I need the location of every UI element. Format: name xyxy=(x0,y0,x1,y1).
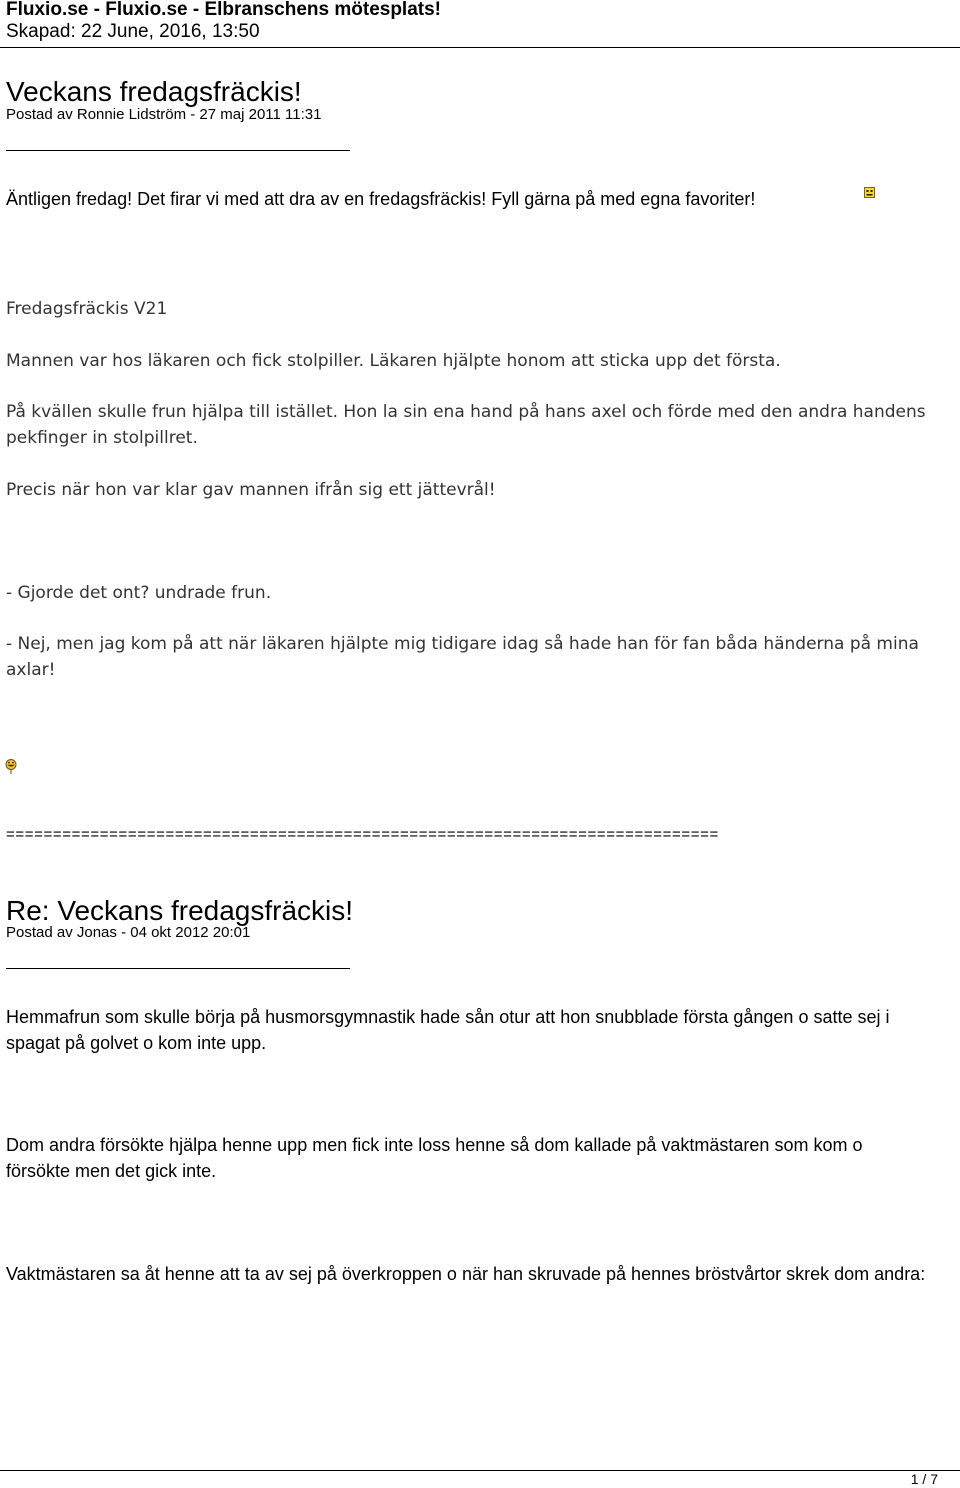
post-title: Veckans fredagsfräckis! xyxy=(6,76,302,107)
post-paragraph: Dom andra försökte hjälpa henne upp men fick inte loss henne så dom kallade på vaktmästaren som kom o försökte men det gick inte. xyxy=(6,1135,863,1181)
post-meta: Postad av Jonas - 04 okt 2012 20:01 xyxy=(6,924,251,941)
post-paragraph: Precis när hon var klar gav mannen ifrån sig ett jättevrål! xyxy=(6,480,496,500)
post-paragraph: Fredagsfräckis V21 xyxy=(6,299,168,319)
site-title: Fluxio.se - Fluxio.se - Elbranschens mötesplats! xyxy=(6,0,441,20)
post-intro-text: Äntligen fredag! Det firar vi med att dra av en fredagsfräckis! Fyll gärna på med egna favoriter! xyxy=(6,189,756,209)
post-paragraph: Vaktmästaren sa åt henne att ta av sej på överkroppen o när han skruvade på hennes bröstvårtor skrek dom andra: xyxy=(6,1264,926,1284)
post-paragraph: På kvällen skulle frun hjälpa till istället. Hon la sin ena hand på hans axel och förde med den andra handens pekfinger in stolpillret. xyxy=(6,402,926,448)
footer-divider xyxy=(0,1470,960,1471)
post-divider xyxy=(6,968,350,969)
post-paragraph: Hemmafrun som skulle börja på husmorsgymnastik hade sån otur att hon snubblade första gången o satte sej i spagat på golvet o kom inte upp. xyxy=(6,1007,890,1053)
document-header xyxy=(0,0,960,50)
page-number: 1 / 7 xyxy=(910,1471,938,1487)
post-paragraph: - Nej, men jag kom på att när läkaren hjälpte mig tidigare idag så hade han för fan båda händerna på mina axlar! xyxy=(6,634,919,680)
laughing-smiley-icon xyxy=(5,759,17,780)
post-title: Re: Veckans fredagsfräckis! xyxy=(6,895,354,926)
smiley-icon xyxy=(864,185,875,203)
post-separator: ============================================================================ xyxy=(6,826,719,843)
header-divider xyxy=(0,47,960,48)
post-divider xyxy=(6,150,350,151)
post-paragraph: - Gjorde det ont? undrade frun. xyxy=(6,583,272,603)
post-meta: Postad av Ronnie Lidström - 27 maj 2011 11:31 xyxy=(6,106,322,123)
post-intro xyxy=(6,186,755,212)
post-paragraph: Mannen var hos läkaren och fick stolpiller. Läkaren hjälpte honom att sticka upp det första. xyxy=(6,351,781,371)
created-timestamp: Skapad: 22 June, 2016, 13:50 xyxy=(6,21,260,42)
